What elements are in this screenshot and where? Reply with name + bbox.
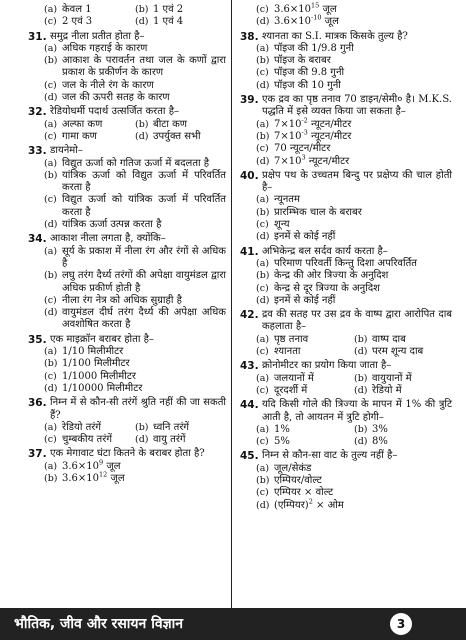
option-a: (a) अधिक गहराई के कारण bbox=[44, 42, 148, 54]
question-33: 33. डायनेमो– (a) विद्युत ऊर्जा को गतिज ऊर्जा में बदलता है (b) यांत्रिक ऊर्जा को विद्युत ऊर्जा में परिवर्तित करता है (c) विद्युत ऊर्जा को यांत्रिक ऊर्जा में परिवर्तित करता है (d) यांत्रिक ऊर्जा उत्पन्न करता है bbox=[28, 145, 226, 231]
carryover-options-left: (a) केवल 1 (b) 1 एवं 2 (c) 2 एवं 3 (d) 1 एवं 4 bbox=[44, 4, 184, 28]
question-45: 45. निम्न से कौन-सा वाट के तुल्य नहीं है– (a) जूल/सेकंड (b) एम्पियर/वोल्ट (c) एम्पियर × वोल्ट (d) (एम्पियर)$^2$ × ओम bbox=[240, 450, 398, 511]
column-divider bbox=[231, 0, 232, 608]
question-42: 42. द्रव की सतह पर उस द्रव के वाष्प द्वारा आरोपित दाब कहलाता है– (a) पृष्ठ तनाव (b) वाष्प दाब (c) श्यानता (d) परम शून्य दाब bbox=[240, 309, 452, 358]
book-title: भौतिक, जीव और रसायन विज्ञान bbox=[14, 616, 183, 632]
question-36: 36. निम्न में से कौन-सी तरंगें श्रुति नहीं की जा सकती हैं? (a) रेडियो तरंगें (b) ध्वनि तरंगें (c) चुम्बकीय तरंगें (d) वायु तरंगें bbox=[28, 397, 226, 446]
question-40: 40. प्रक्षेप पथ के उच्चतम बिन्दु पर प्रक्षेप्य की चाल होती है– (a) न्यूनतम (b) प्रारम्भिक चाल के बराबर (c) शून्य (d) इनमें से कोई नहीं bbox=[240, 169, 452, 243]
footer-bar bbox=[0, 608, 466, 640]
question-number: 31. bbox=[28, 30, 47, 43]
question-39: 39. एक द्रव का पृष्ठ तनाव 70 डाइन/सेमी० है। M.K.S. पद्धति में इसे व्यक्त किया जा सकता है– (a) $7\times 10^{-2}$ न्यूटन/मीटर (b) $7\times 10^{-3}$ न्यूटन/मीटर (c) 70 न्यूटन/मीटर (d) $7\times 10^3$ न्यूटन/मीटर bbox=[240, 94, 452, 167]
left-column bbox=[28, 4, 226, 487]
question-38: 38. श्यानता का S.I. मात्रक किसके तुल्य है? (a) पॉइज की 1/9.8 गुनी (b) पॉइज के बराबर (c) पॉइज की 9.8 गुनी (d) पॉइज की 10 गुनी bbox=[240, 30, 408, 91]
question-31 bbox=[28, 31, 226, 105]
option-d: (d) जल की ऊपरी सतह के कारण bbox=[44, 92, 170, 104]
option-b: (b) आकाश के परावर्तन तथा जल के कणों द्वारा प्रकाश के प्रकीर्णन के कारण bbox=[44, 55, 226, 79]
page-number: 3 bbox=[390, 613, 412, 635]
option-c: (c) जल के नीले रंग के कारण bbox=[44, 79, 154, 91]
question-text: समुद्र नीला प्रतीत होता है– bbox=[50, 30, 145, 42]
question-37: 37. एक मेगावाट घंटा कितने के बराबर होता है? (a) $3.6\times 10^9$ जूल (b) $3.6\times 10^{12}$ जूल bbox=[28, 448, 205, 484]
right-column bbox=[240, 1, 452, 514]
question-41: 41. अभिकेन्द्र बल सर्दव कार्य करता है– (a) परिमाण परिवर्ती किन्तु दिशा अपरिवर्तित (b) केन्द्र की ओर त्रिज्या के अनुदिश (c) केन्द्र से दूर त्रिज्या के अनुदिश (d) इनमें से कोई नहीं bbox=[240, 245, 417, 306]
question-35: 35. एक माइक्रॉन बराबर होता है– (a) 1/10 मिलीमीटर (b) 1/100 मिलीमीटर (c) 1/1000 मिलीमीटर (d) 1/10000 मिलीमीटर bbox=[28, 333, 154, 394]
carryover-options-right: (c) $3.6\times 10^{15}$ जूल (d) $3.6\times 10^{-10}$ जूल bbox=[256, 1, 339, 28]
question-34: 34. आकाश नीला लगता है, क्योंकि– (a) सूर्य के प्रकाश में नीला रंग और रंगों से अधिक है (b) लघु तरंग दैर्ध्य तरंगों की अपेक्षा वायुमंडल द्वारा अधिक प्रकीर्ण होती है (c) नीला रंग नेत्र को अधिक सुग्राही है (d) वायुमंडल दीर्घ तरंग दैर्ध्य की अपेक्षा अधिक अवशोषित करता है bbox=[28, 233, 226, 331]
question-44: 44. यदि किसी गोले की त्रिज्या के मापन में 1% की त्रुटि आती है, तो आयतन में त्रुटि होगी– (a) 1% (b) 3% (c) 5% (d) 8% bbox=[240, 399, 452, 448]
question-32: 32. रेडियोधर्मी पदार्थ उत्सर्जित करता है– (a) अल्फा कण (b) बीटा कण (c) गामा कण (d) उपर्युक्त सभी bbox=[28, 106, 201, 142]
question-43: 43. क्रोनोमीटर का प्रयोग किया जाता है– (a) जलयानों में (b) वायुयानों में (c) दूरदर्शी में (d) रेडियो में bbox=[240, 360, 412, 396]
